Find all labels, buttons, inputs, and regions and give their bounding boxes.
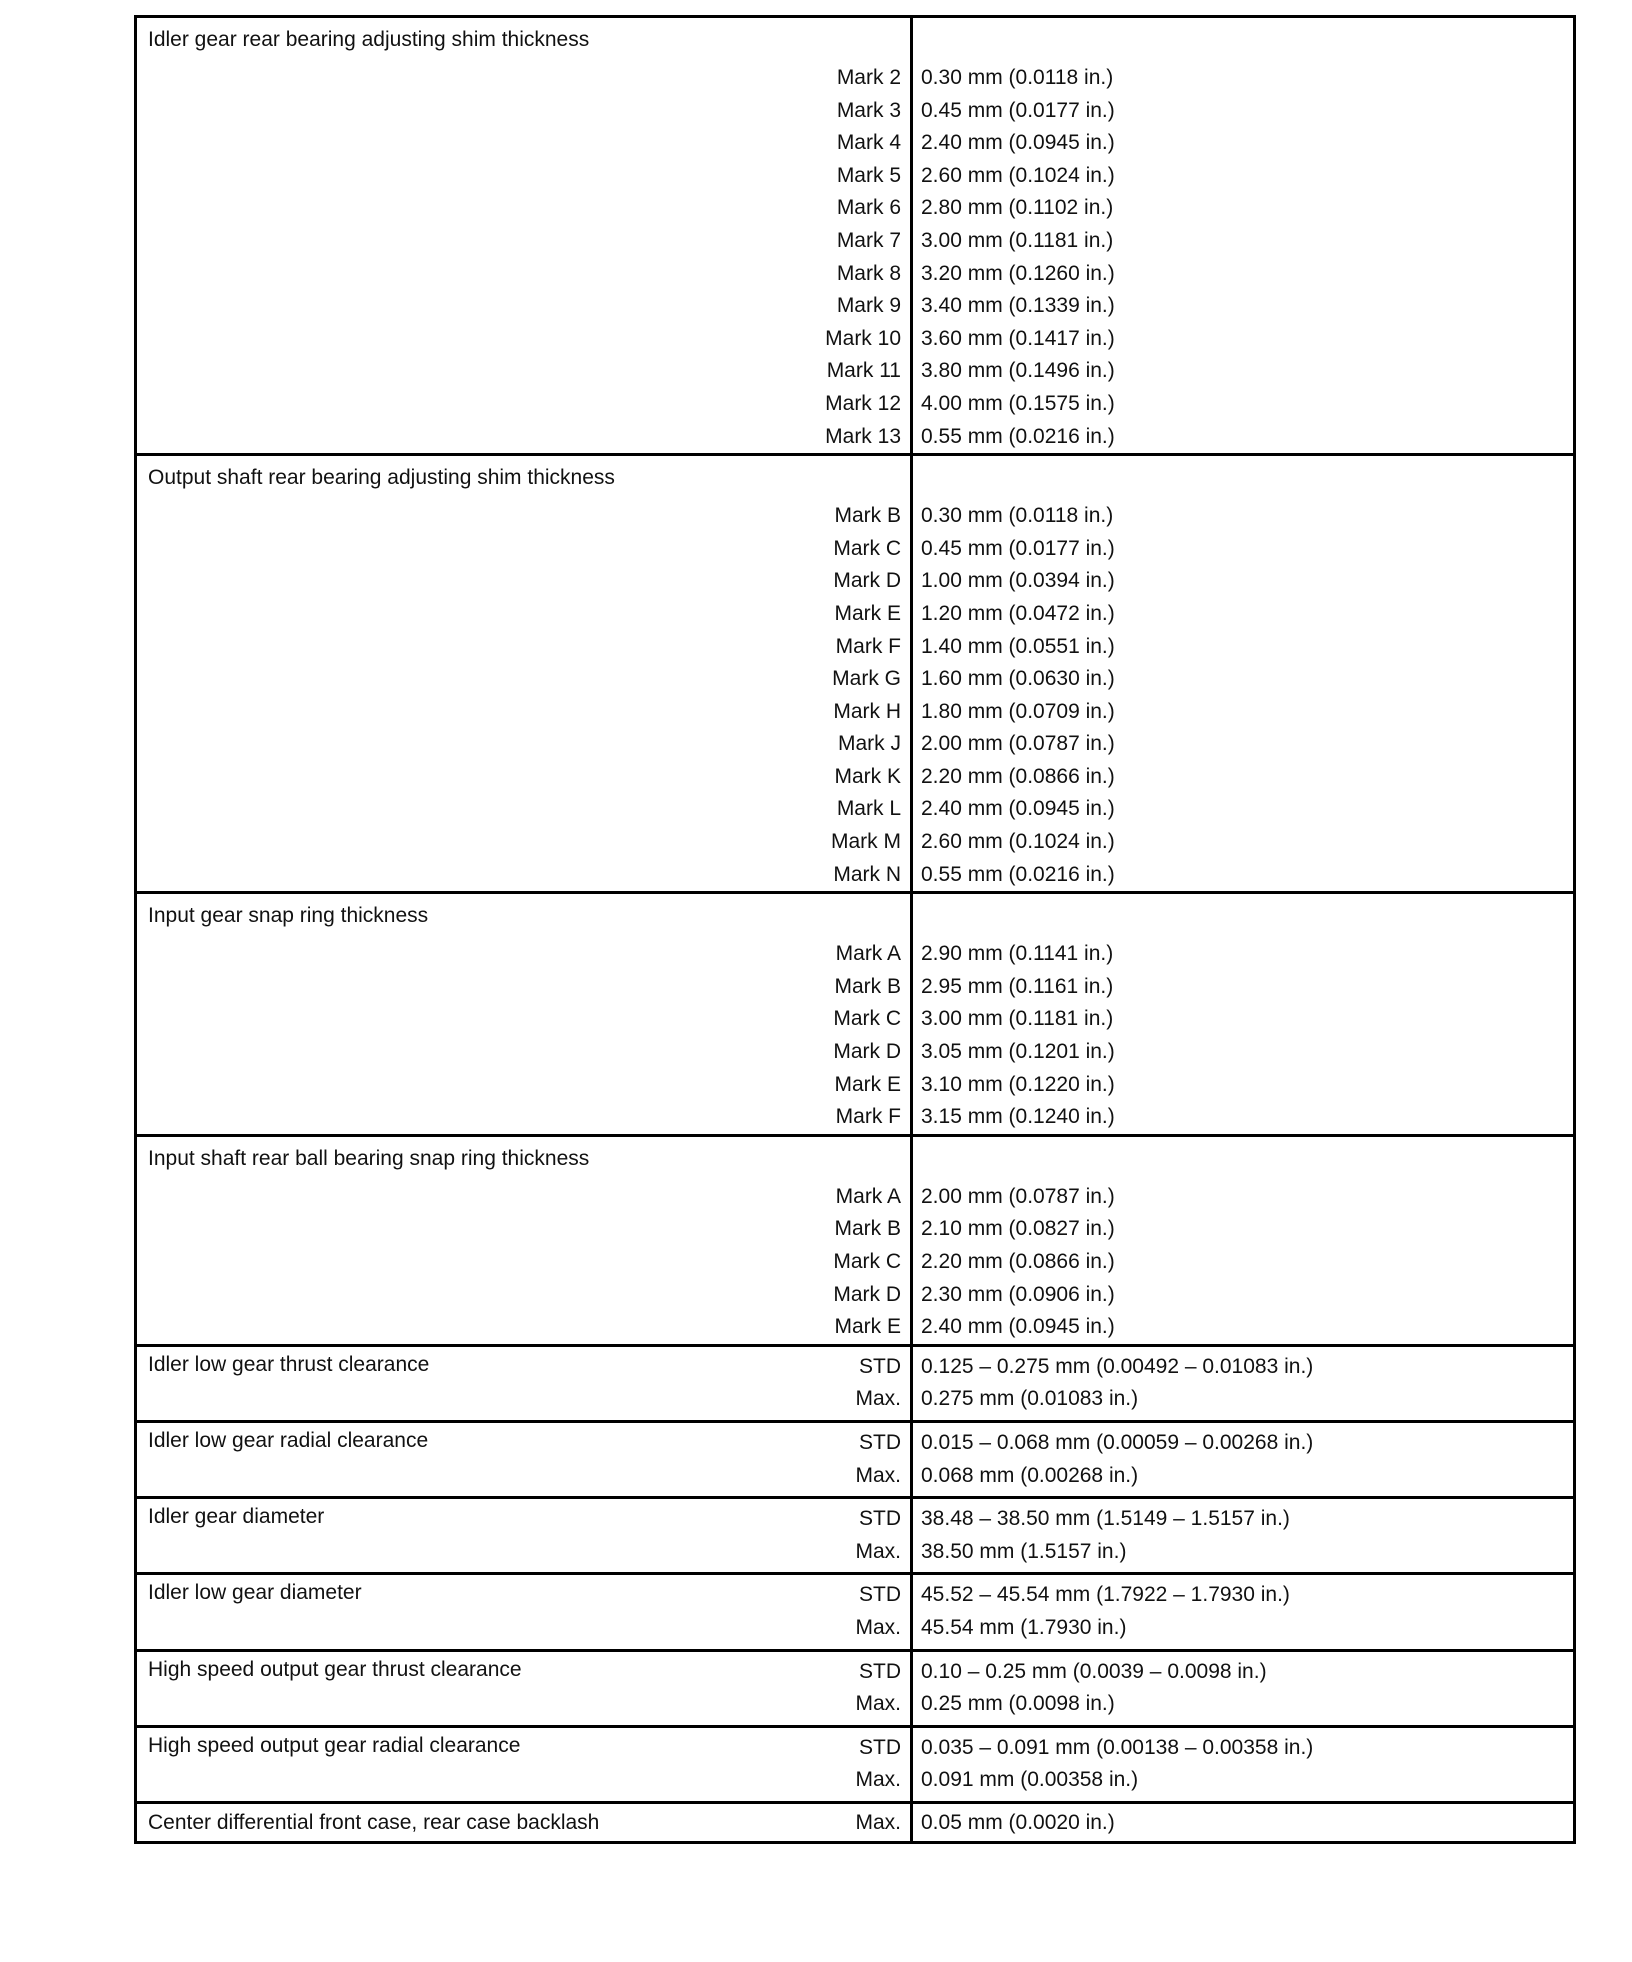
- spec-label-column: [137, 1575, 913, 1648]
- spec-label-column: [137, 1728, 913, 1801]
- mark-value: 3.10 mm (0.1220 in.): [921, 1072, 1115, 1096]
- mark-value: 3.00 mm (0.1181 in.): [921, 228, 1114, 252]
- mark-value: 1.40 mm (0.0551 in.): [921, 634, 1115, 658]
- std-value: 38.48 – 38.50 mm (1.5149 – 1.5157 in.): [921, 1507, 1290, 1531]
- max-label: Max.: [855, 1615, 901, 1639]
- section-title: High speed output gear thrust clearance: [148, 1657, 522, 1681]
- mark-value: 2.90 mm (0.1141 in.): [921, 942, 1114, 966]
- spec-label-column: [137, 456, 913, 891]
- spec-section: [137, 1420, 1573, 1496]
- mark-label: Mark 11: [826, 359, 901, 383]
- section-title: High speed output gear radial clearance: [148, 1733, 521, 1757]
- spec-label-column: [137, 1347, 913, 1420]
- mark-value: 3.05 mm (0.1201 in.): [921, 1040, 1115, 1064]
- std-label: STD: [859, 1583, 901, 1607]
- mark-value: 3.00 mm (0.1181 in.): [921, 1007, 1114, 1031]
- spacer: [913, 456, 1573, 500]
- spec-value-column: [913, 1652, 1573, 1725]
- spec-value-column: [913, 1423, 1573, 1496]
- spec-label-column: [137, 1499, 913, 1572]
- spec-value-column: [913, 1499, 1573, 1572]
- mark-value: 3.15 mm (0.1240 in.): [921, 1105, 1115, 1129]
- mark-label: Mark A: [835, 942, 901, 966]
- std-label: STD: [859, 1430, 901, 1454]
- spec-value-column: [913, 894, 1573, 1134]
- mark-value: 2.00 mm (0.0787 in.): [921, 1184, 1115, 1208]
- max-label: Max.: [855, 1692, 901, 1716]
- section-title: Idler low gear radial clearance: [148, 1428, 429, 1452]
- spec-section: [137, 1134, 1573, 1344]
- mark-value: 2.60 mm (0.1024 in.): [921, 163, 1115, 187]
- mark-label: Mark B: [834, 1217, 901, 1241]
- mark-value: 2.10 mm (0.0827 in.): [921, 1217, 1115, 1241]
- mark-value: 2.40 mm (0.0945 in.): [921, 131, 1115, 155]
- mark-label: Mark L: [836, 797, 901, 821]
- mark-label: Mark B: [834, 504, 901, 528]
- spec-section: [137, 1801, 1573, 1841]
- mark-value: 1.80 mm (0.0709 in.): [921, 699, 1115, 723]
- mark-label: Mark N: [833, 862, 901, 886]
- max-label: Max.: [855, 1810, 901, 1834]
- std-value: 45.52 – 45.54 mm (1.7922 – 1.7930 in.): [921, 1583, 1290, 1607]
- mark-label: Mark 10: [825, 326, 901, 350]
- std-value: 0.035 – 0.091 mm (0.00138 – 0.00358 in.): [921, 1735, 1314, 1759]
- mark-value: 2.30 mm (0.0906 in.): [921, 1282, 1115, 1306]
- mark-label: Mark C: [833, 1250, 901, 1273]
- spec-table: [134, 15, 1576, 1844]
- mark-value: 3.40 mm (0.1339 in.): [921, 294, 1115, 318]
- mark-value: 1.00 mm (0.0394 in.): [921, 569, 1115, 593]
- mark-value: 0.45 mm (0.0177 in.): [921, 98, 1115, 122]
- mark-label: Mark D: [833, 1282, 901, 1306]
- std-value: 0.015 – 0.068 mm (0.00059 – 0.00268 in.): [921, 1430, 1314, 1454]
- spec-section: [137, 1572, 1573, 1648]
- mark-value: 2.20 mm (0.0866 in.): [921, 1250, 1115, 1273]
- mark-value: 3.80 mm (0.1496 in.): [921, 359, 1115, 383]
- mark-label: Mark M: [831, 830, 901, 854]
- max-value: 38.50 mm (1.5157 in.): [921, 1539, 1127, 1563]
- spec-value-column: [913, 1575, 1573, 1648]
- mark-value: 0.30 mm (0.0118 in.): [921, 504, 1114, 528]
- spec-section: [137, 18, 1573, 453]
- mark-label: Mark 2: [836, 66, 901, 89]
- mark-value: 1.60 mm (0.0630 in.): [921, 667, 1115, 691]
- max-value: 0.05 mm (0.0020 in.): [921, 1810, 1115, 1834]
- mark-label: Mark E: [834, 601, 901, 625]
- spec-value-column: [913, 1804, 1573, 1841]
- mark-value: 0.30 mm (0.0118 in.): [921, 66, 1114, 89]
- std-value: 0.125 – 0.275 mm (0.00492 – 0.01083 in.): [921, 1354, 1314, 1378]
- section-title: Input gear snap ring thickness: [148, 904, 429, 928]
- spec-label-column: [137, 1652, 913, 1725]
- mark-label: Mark 12: [825, 391, 901, 415]
- spec-value-column: [913, 1728, 1573, 1801]
- mark-value: 2.60 mm (0.1024 in.): [921, 830, 1115, 854]
- spec-label-column: [137, 18, 913, 453]
- spec-section: [137, 1496, 1573, 1572]
- mark-label: Mark A: [835, 1184, 901, 1208]
- mark-value: 3.60 mm (0.1417 in.): [921, 326, 1115, 350]
- mark-value: 2.80 mm (0.1102 in.): [921, 196, 1114, 220]
- spec-value-column: [913, 1137, 1573, 1344]
- mark-label: Mark B: [834, 974, 901, 998]
- mark-label: Mark 4: [836, 131, 901, 155]
- spec-section: [137, 1344, 1573, 1420]
- mark-label: Mark G: [832, 667, 901, 691]
- mark-value: 3.20 mm (0.1260 in.): [921, 261, 1115, 285]
- std-label: STD: [859, 1507, 901, 1531]
- spec-label-column: [137, 894, 913, 1134]
- mark-value: 2.20 mm (0.0866 in.): [921, 764, 1115, 788]
- mark-label: Mark C: [833, 536, 901, 560]
- spec-section: [137, 891, 1573, 1134]
- max-label: Max.: [855, 1387, 901, 1411]
- mark-value: 0.55 mm (0.0216 in.): [921, 862, 1115, 886]
- section-title: Idler low gear diameter: [148, 1581, 362, 1605]
- mark-label: Mark F: [835, 634, 901, 658]
- max-label: Max.: [855, 1463, 901, 1487]
- spec-label-column: [137, 1423, 913, 1496]
- spacer: [913, 18, 1573, 62]
- section-title: Idler gear rear bearing adjusting shim thickness: [148, 28, 590, 51]
- spec-label-column: [137, 1137, 913, 1344]
- mark-label: Mark 3: [836, 98, 901, 122]
- max-value: 0.068 mm (0.00268 in.): [921, 1463, 1139, 1487]
- mark-value: 0.55 mm (0.0216 in.): [921, 424, 1115, 448]
- spec-value-column: [913, 18, 1573, 453]
- mark-label: Mark 7: [836, 228, 901, 252]
- mark-value: 2.40 mm (0.0945 in.): [921, 797, 1115, 821]
- mark-label: Mark E: [834, 1072, 901, 1096]
- mark-label: Mark H: [833, 699, 901, 723]
- spec-section: [137, 1725, 1573, 1801]
- spec-value-column: [913, 456, 1573, 891]
- section-title: Center differential front case, rear case backlash: [148, 1810, 600, 1834]
- section-title: Output shaft rear bearing adjusting shim thickness: [148, 466, 615, 490]
- mark-value: 0.45 mm (0.0177 in.): [921, 536, 1115, 560]
- max-value: 0.091 mm (0.00358 in.): [921, 1768, 1139, 1792]
- spec-value-column: [913, 1347, 1573, 1420]
- max-label: Max.: [855, 1539, 901, 1563]
- std-label: STD: [859, 1659, 901, 1683]
- mark-label: Mark E: [834, 1315, 901, 1339]
- section-title: Idler low gear thrust clearance: [148, 1352, 430, 1376]
- mark-label: Mark 8: [836, 261, 901, 285]
- mark-value: 2.95 mm (0.1161 in.): [921, 974, 1114, 998]
- max-label: Max.: [855, 1768, 901, 1792]
- mark-label: Mark J: [838, 732, 901, 756]
- mark-label: Mark 6: [836, 196, 901, 220]
- spacer: [913, 1137, 1573, 1181]
- mark-value: 2.40 mm (0.0945 in.): [921, 1315, 1115, 1339]
- mark-label: Mark F: [835, 1105, 901, 1129]
- std-label: STD: [859, 1354, 901, 1378]
- mark-value: 2.00 mm (0.0787 in.): [921, 732, 1115, 756]
- mark-label: Mark D: [833, 1040, 901, 1064]
- mark-label: Mark C: [833, 1007, 901, 1031]
- mark-value: 1.20 mm (0.0472 in.): [921, 601, 1115, 625]
- std-label: STD: [859, 1735, 901, 1759]
- std-value: 0.10 – 0.25 mm (0.0039 – 0.0098 in.): [921, 1659, 1267, 1683]
- mark-label: Mark 13: [825, 424, 901, 448]
- mark-label: Mark 5: [836, 163, 901, 187]
- spec-section: [137, 1649, 1573, 1725]
- spec-section: [137, 453, 1573, 891]
- mark-value: 4.00 mm (0.1575 in.): [921, 391, 1115, 415]
- max-value: 45.54 mm (1.7930 in.): [921, 1615, 1127, 1639]
- spec-label-column: [137, 1804, 913, 1841]
- max-value: 0.275 mm (0.01083 in.): [921, 1387, 1139, 1411]
- mark-label: Mark 9: [836, 294, 901, 318]
- section-title: Input shaft rear ball bearing snap ring thickness: [148, 1146, 590, 1170]
- section-title: Idler gear diameter: [148, 1505, 325, 1529]
- spacer: [913, 894, 1573, 938]
- max-value: 0.25 mm (0.0098 in.): [921, 1692, 1115, 1716]
- mark-label: Mark D: [833, 569, 901, 593]
- mark-label: Mark K: [834, 764, 901, 788]
